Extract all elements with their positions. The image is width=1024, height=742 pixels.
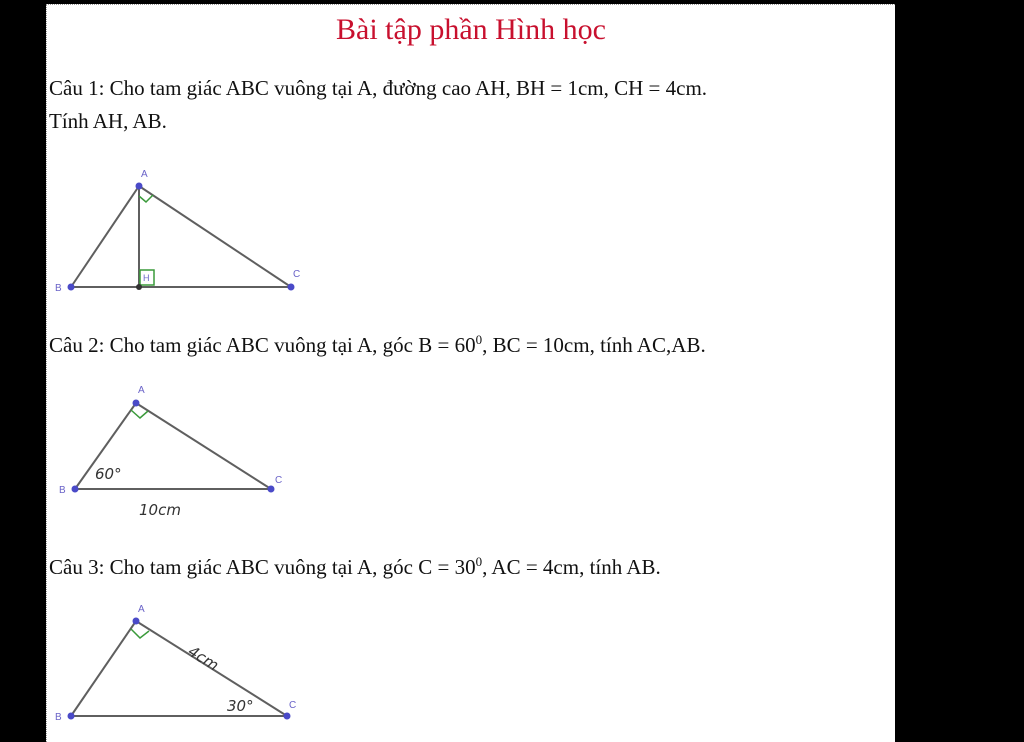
page-title: Bài tập phần Hình học: [336, 13, 606, 46]
point-a: [136, 183, 143, 190]
label-b: B: [59, 485, 66, 496]
side-bc-label: 10cm: [139, 501, 181, 519]
point-c: [268, 486, 275, 493]
label-a: A: [138, 604, 145, 615]
question-3: Câu 3: Cho tam giác ABC vuông tại A, góc $C = 30^0$, AC = 4cm, tính AB.: [49, 554, 661, 579]
point-h: [136, 284, 142, 290]
label-b: B: [55, 283, 62, 294]
side-ac: [136, 403, 271, 489]
side-ac: [139, 186, 291, 287]
point-c: [288, 284, 295, 291]
figure-3-triangle: [47, 602, 347, 742]
right-angle-mark-a: [131, 410, 148, 418]
right-angle-mark-a: [139, 195, 153, 202]
question-1-line-1: Câu 1: Cho tam giác ABC vuông tại A, đường cao AH, BH = 1cm, CH = 4cm.: [49, 76, 708, 100]
point-b: [68, 713, 75, 720]
side-ab: [71, 186, 139, 287]
point-a: [133, 618, 140, 625]
label-b: B: [55, 712, 62, 723]
side-ab: [71, 621, 136, 716]
label-c: C: [293, 269, 301, 280]
document-page: [46, 4, 895, 742]
figure-1-triangle: [47, 165, 347, 305]
label-h: H: [143, 273, 150, 283]
label-a: A: [138, 385, 145, 396]
angle-b-label: 60°: [95, 465, 122, 483]
point-a: [133, 400, 140, 407]
label-a: A: [141, 169, 148, 180]
right-angle-mark-a: [131, 629, 149, 638]
label-c: C: [289, 700, 297, 711]
figure-2-triangle: [47, 383, 347, 523]
point-b: [68, 284, 75, 291]
question-2: Câu 2: Cho tam giác ABC vuông tại A, góc $B = 60^0$, BC = 10cm, tính AC,AB.: [49, 332, 706, 357]
side-ac-label: 4cm: [184, 642, 222, 675]
point-c: [284, 713, 291, 720]
label-c: C: [275, 475, 283, 486]
point-b: [72, 486, 79, 493]
angle-c-label: 30°: [227, 697, 254, 715]
question-1-line-2: Tính AH, AB.: [49, 109, 167, 133]
